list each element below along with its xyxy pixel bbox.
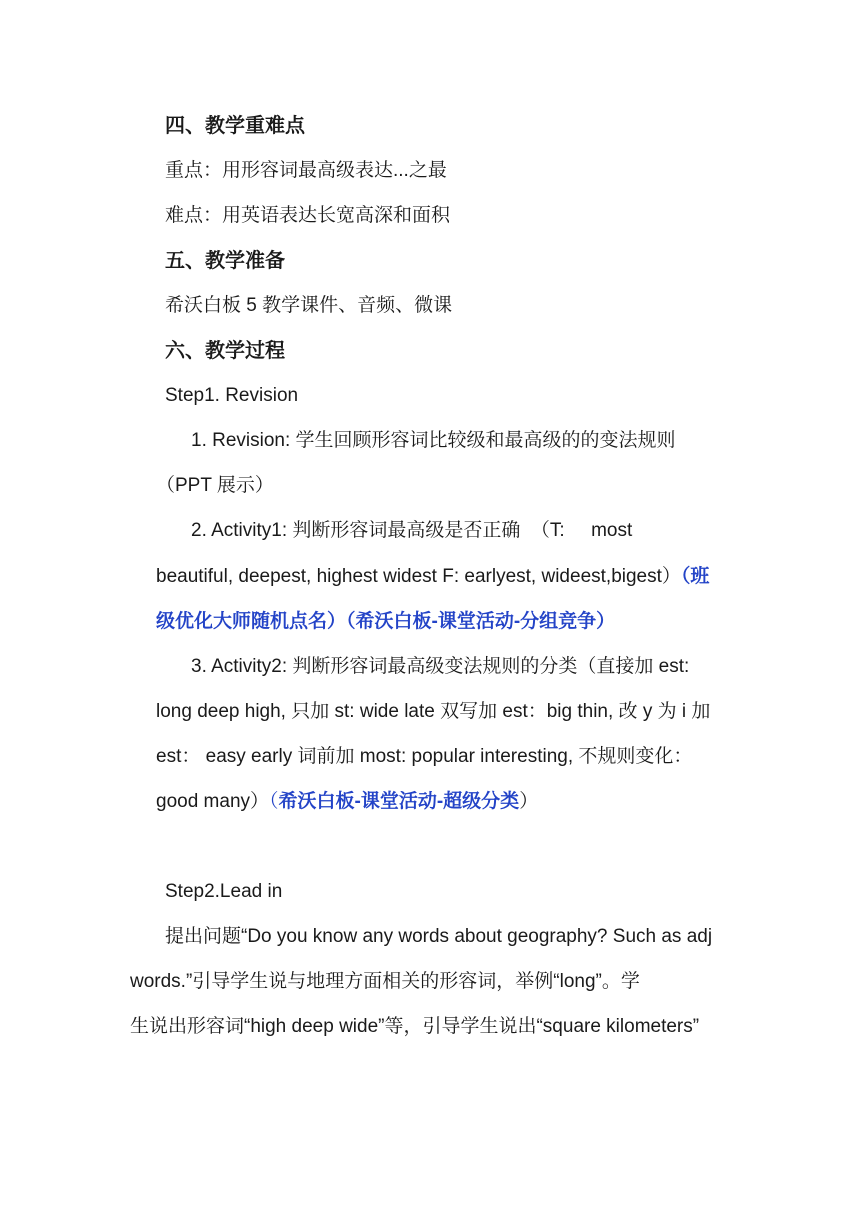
step1-item3-line4	[156, 788, 538, 816]
step1-item3-line4-paren-open: （	[269, 791, 279, 812]
step2-title: Step2.Lead in	[165, 881, 283, 902]
step1-item2-line2-highlight: （班	[680, 566, 710, 587]
step2-line3: 生说出形容词“high deep wide”等，引导学生说出“square kilometers”	[130, 1016, 700, 1037]
step1-item1-line2: （PPT 展示）	[156, 475, 274, 496]
step1-item2-line3-highlight: 级优化大师随机点名）（希沃白板-课堂活动-分组竞争）	[156, 611, 616, 632]
step2-line2: words.”引导学生说与地理方面相关的形容词，举例“long”。学	[130, 971, 640, 992]
preparation-text: 希沃白板 5 教学课件、音频、微课	[165, 295, 453, 316]
difficulty-text: 难点：用英语表达长宽高深和面积	[165, 205, 451, 226]
step1-title: Step1. Revision	[165, 385, 299, 406]
step1-item2-line2	[156, 563, 709, 591]
step1-item3-line4-plain: good many）	[156, 791, 270, 812]
step1-item3-line3: est： easy early 词前加 most: popular interesting, 不规则变化：	[156, 746, 693, 767]
section-4-heading: 四、教学重难点	[165, 115, 305, 137]
step2-line1: 提出问题“Do you know any words about geography? Such as adj	[165, 926, 713, 947]
step1-item1-line1: 1. Revision: 学生回顾形容词比较级和最高级的的变法规则	[191, 430, 676, 451]
key-point-text: 重点：用形容词最高级表达...之最	[165, 160, 447, 181]
step1-item2-line2-plain: beautiful, deepest, highest widest F: earlyest, wideest,bigest）	[156, 566, 681, 587]
step1-item3-line1: 3. Activity2: 判断形容词最高级变法规则的分类（直接加 est:	[191, 656, 690, 677]
step1-item3-line4-paren-close: ）	[519, 791, 539, 812]
section-6-heading: 六、教学过程	[165, 340, 285, 362]
section-5-heading: 五、教学准备	[165, 250, 285, 272]
step1-item3-line4-highlight: 希沃白板-课堂活动-超级分类	[278, 791, 520, 812]
step1-item2-line1: 2. Activity1: 判断形容词最高级是否正确 （T: most	[191, 520, 633, 541]
step1-item3-line2: long deep high, 只加 st: wide late 双写加 est：big thin, 改 y 为 i 加	[156, 701, 711, 722]
